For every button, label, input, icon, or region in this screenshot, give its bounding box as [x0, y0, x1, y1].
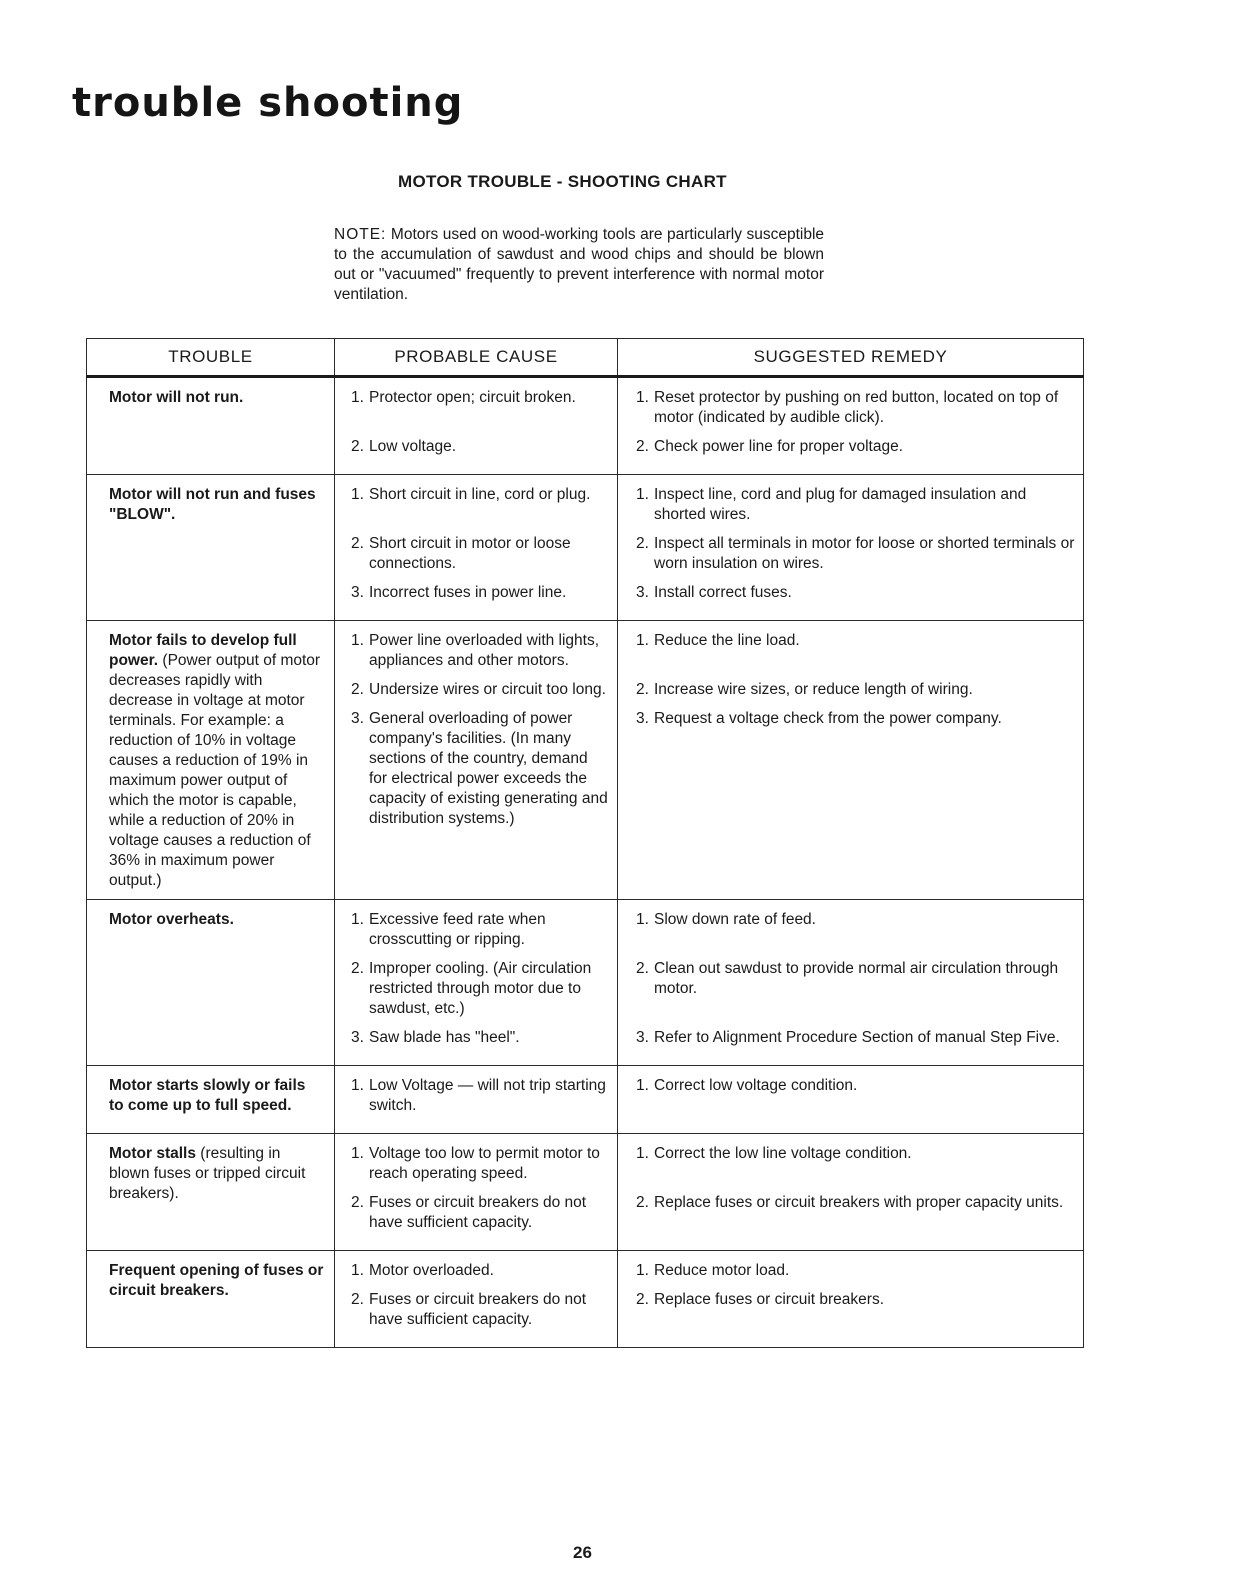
remedy-number: 3.	[636, 584, 649, 601]
remedy-number: 1.	[636, 389, 649, 406]
cause-text: Undersize wires or circuit too long.	[369, 681, 606, 698]
remedy-text: Reduce the line load.	[654, 632, 800, 649]
trouble-label: Motor starts slowly or fails to come up to full speed.	[109, 1077, 306, 1114]
suggested-remedy-cell	[618, 1134, 1084, 1251]
suggested-remedy-cell	[618, 1066, 1084, 1134]
remedy-item	[636, 959, 1083, 1019]
trouble-description	[109, 910, 324, 930]
remedy-item	[636, 910, 1083, 950]
cause-item	[351, 680, 617, 700]
suggested-remedy-cell	[618, 1251, 1084, 1348]
column-header-suggested-remedy: SUGGESTED REMEDY	[618, 339, 1084, 377]
cause-number: 1.	[351, 911, 364, 928]
remedy-text: Refer to Alignment Procedure Section of manual Step Five.	[654, 1029, 1060, 1046]
trouble-shooting-table	[86, 338, 1084, 1348]
remedy-item	[636, 583, 1083, 603]
cause-text: Low voltage.	[369, 438, 457, 455]
cause-number: 2.	[351, 438, 364, 455]
cause-number: 2.	[351, 960, 364, 977]
remedy-number: 2.	[636, 960, 649, 977]
trouble-description	[109, 1076, 324, 1116]
cause-text: Power line overloaded with lights, appliances and other motors.	[369, 632, 600, 669]
page-number: 26	[573, 1543, 592, 1562]
remedy-text: Reduce motor load.	[654, 1262, 790, 1279]
cause-number: 3.	[351, 584, 364, 601]
table-row	[87, 1066, 1084, 1134]
probable-cause-cell	[335, 1134, 618, 1251]
remedy-item	[636, 709, 1083, 829]
remedy-number: 1.	[636, 1145, 649, 1162]
probable-cause-cell	[335, 1066, 618, 1134]
trouble-description	[109, 388, 324, 408]
remedy-number: 1.	[636, 1077, 649, 1094]
remedy-item	[636, 388, 1083, 428]
cause-number: 1.	[351, 632, 364, 649]
remedy-item	[636, 1261, 1083, 1281]
remedy-item	[636, 1028, 1083, 1048]
remedy-item	[636, 1144, 1083, 1184]
trouble-cell	[87, 475, 335, 621]
cause-text: Improper cooling. (Air circulation restricted through motor due to sawdust, etc.)	[369, 960, 592, 1017]
cause-text: Fuses or circuit breakers do not have sufficient capacity.	[369, 1194, 587, 1231]
trouble-description	[109, 631, 324, 891]
trouble-label: Motor will not run and fuses "BLOW".	[109, 486, 316, 523]
probable-cause-cell	[335, 475, 618, 621]
cause-item	[351, 1144, 617, 1184]
remedy-item	[636, 437, 1083, 457]
cause-item	[351, 534, 617, 574]
trouble-label: Motor will not run.	[109, 389, 244, 406]
trouble-cell	[87, 1134, 335, 1251]
cause-item	[351, 1076, 617, 1116]
cause-number: 1.	[351, 389, 364, 406]
cause-text: Incorrect fuses in power line.	[369, 584, 567, 601]
table-row	[87, 1134, 1084, 1251]
trouble-label: Frequent opening of fuses or circuit breakers.	[109, 1262, 324, 1299]
cause-number: 1.	[351, 1262, 364, 1279]
trouble-cell	[87, 377, 335, 475]
cause-text: Saw blade has "heel".	[369, 1029, 520, 1046]
cause-text: General overloading of power company's facilities. (In many sections of the country, demand for electrical power exceeds the capacity of existing generating and distribution systems.)	[369, 710, 608, 827]
remedy-text: Clean out sawdust to provide normal air circulation through motor.	[654, 960, 1059, 997]
cause-number: 1.	[351, 1145, 364, 1162]
page-title: trouble shooting	[72, 80, 464, 126]
remedy-item	[636, 1290, 1083, 1330]
table-row	[87, 900, 1084, 1066]
suggested-remedy-cell	[618, 900, 1084, 1066]
cause-text: Excessive feed rate when crosscutting or ripping.	[369, 911, 546, 948]
trouble-cell	[87, 1066, 335, 1134]
cause-number: 3.	[351, 1029, 364, 1046]
cause-item	[351, 388, 617, 428]
remedy-number: 2.	[636, 535, 649, 552]
cause-item	[351, 583, 617, 603]
cause-item	[351, 1261, 617, 1281]
remedy-text: Install correct fuses.	[654, 584, 792, 601]
remedy-number: 2.	[636, 681, 649, 698]
cause-item	[351, 709, 617, 829]
trouble-description	[109, 485, 324, 525]
remedy-text: Reset protector by pushing on red button, located on top of motor (indicated by audible click).	[654, 389, 1059, 426]
remedy-item	[636, 680, 1083, 700]
suggested-remedy-cell	[618, 621, 1084, 900]
table-row	[87, 377, 1084, 475]
probable-cause-cell	[335, 900, 618, 1066]
remedy-item	[636, 1076, 1083, 1116]
remedy-text: Inspect line, cord and plug for damaged insulation and shorted wires.	[654, 486, 1027, 523]
trouble-detail: (resulting in blown fuses or tripped circuit breakers).	[109, 1145, 306, 1202]
remedy-number: 2.	[636, 1291, 649, 1308]
probable-cause-cell	[335, 377, 618, 475]
table-row	[87, 475, 1084, 621]
table-row	[87, 1251, 1084, 1348]
note-text: Motors used on wood-working tools are particularly susceptible to the accumulation of sawdust and wood chips and should be blown out or "vacuumed" frequently to prevent interference with normal motor ventilation.	[334, 226, 825, 303]
cause-item	[351, 1290, 617, 1330]
remedy-text: Request a voltage check from the power company.	[654, 710, 1002, 727]
trouble-cell	[87, 900, 335, 1066]
column-header-trouble: TROUBLE	[87, 339, 335, 377]
cause-item	[351, 437, 617, 457]
cause-number: 2.	[351, 681, 364, 698]
cause-text: Low Voltage — will not trip starting switch.	[369, 1077, 606, 1114]
chart-title: MOTOR TROUBLE - SHOOTING CHART	[398, 172, 727, 191]
cause-text: Short circuit in line, cord or plug.	[369, 486, 591, 503]
remedy-item	[636, 534, 1083, 574]
trouble-cell	[87, 1251, 335, 1348]
column-header-probable-cause: PROBABLE CAUSE	[335, 339, 618, 377]
remedy-number: 1.	[636, 1262, 649, 1279]
remedy-text: Replace fuses or circuit breakers.	[654, 1291, 885, 1308]
trouble-cell	[87, 621, 335, 900]
cause-text: Protector open; circuit broken.	[369, 389, 576, 406]
remedy-text: Correct the low line voltage condition.	[654, 1145, 912, 1162]
remedy-text: Correct low voltage condition.	[654, 1077, 858, 1094]
cause-item	[351, 1028, 617, 1048]
trouble-label: Motor stalls	[109, 1145, 196, 1162]
cause-item	[351, 485, 617, 525]
suggested-remedy-cell	[618, 377, 1084, 475]
note-paragraph	[334, 225, 824, 305]
suggested-remedy-cell	[618, 475, 1084, 621]
remedy-item	[636, 631, 1083, 671]
remedy-text: Inspect all terminals in motor for loose or shorted terminals or worn insulation on wires.	[654, 535, 1075, 572]
probable-cause-cell	[335, 621, 618, 900]
cause-number: 2.	[351, 1194, 364, 1211]
cause-number: 3.	[351, 710, 364, 727]
remedy-item	[636, 1193, 1083, 1233]
cause-number: 1.	[351, 1077, 364, 1094]
cause-item	[351, 631, 617, 671]
cause-item	[351, 1193, 617, 1233]
cause-text: Voltage too low to permit motor to reach operating speed.	[369, 1145, 600, 1182]
remedy-number: 1.	[636, 632, 649, 649]
probable-cause-cell	[335, 1251, 618, 1348]
remedy-text: Check power line for proper voltage.	[654, 438, 903, 455]
note-label: NOTE:	[334, 226, 387, 243]
table-body	[87, 377, 1084, 1348]
cause-text: Short circuit in motor or loose connections.	[369, 535, 571, 572]
remedy-text: Replace fuses or circuit breakers with proper capacity units.	[654, 1194, 1064, 1211]
remedy-text: Slow down rate of feed.	[654, 911, 816, 928]
table-header-row	[87, 339, 1084, 377]
cause-item	[351, 959, 617, 1019]
trouble-label: Motor fails to develop full power.	[109, 632, 297, 669]
remedy-number: 2.	[636, 1194, 649, 1211]
cause-item	[351, 910, 617, 950]
trouble-detail: (Power output of motor decreases rapidly with decrease in voltage at motor terminals. For example: a reduction of 10% in voltage causes a reduction of 19% in maximum power output of which the motor is capable, while a reduction of 20% in voltage causes a reduction of 36% in maximum power output.)	[109, 652, 321, 889]
cause-number: 2.	[351, 1291, 364, 1308]
cause-number: 1.	[351, 486, 364, 503]
trouble-description	[109, 1261, 324, 1301]
remedy-number: 2.	[636, 438, 649, 455]
cause-number: 2.	[351, 535, 364, 552]
remedy-number: 1.	[636, 486, 649, 503]
remedy-item	[636, 485, 1083, 525]
cause-text: Fuses or circuit breakers do not have sufficient capacity.	[369, 1291, 587, 1328]
remedy-number: 3.	[636, 710, 649, 727]
remedy-number: 1.	[636, 911, 649, 928]
trouble-description	[109, 1144, 324, 1204]
remedy-text: Increase wire sizes, or reduce length of wiring.	[654, 681, 973, 698]
trouble-label: Motor overheats.	[109, 911, 234, 928]
cause-text: Motor overloaded.	[369, 1262, 494, 1279]
table-row	[87, 621, 1084, 900]
remedy-number: 3.	[636, 1029, 649, 1046]
